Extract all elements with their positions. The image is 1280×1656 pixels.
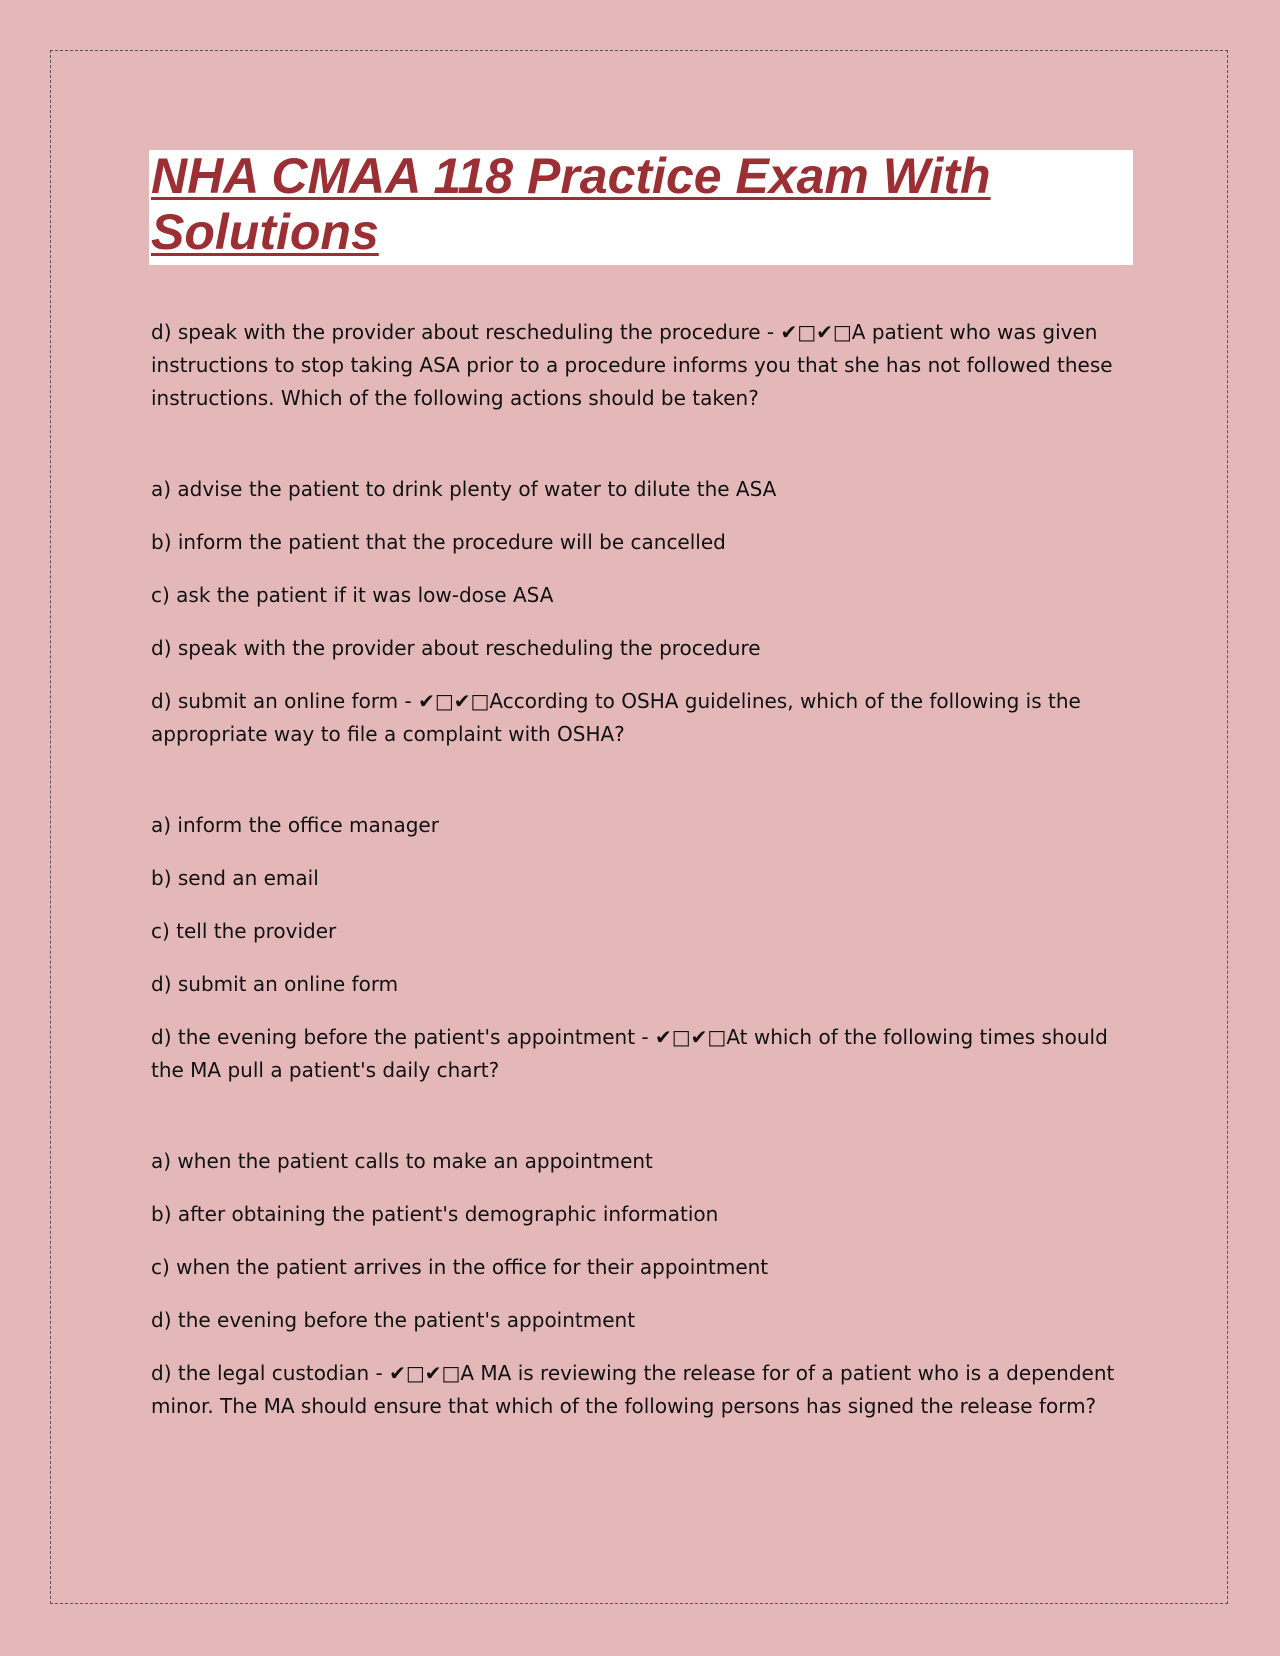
spacer (151, 435, 1141, 473)
question-paragraph (151, 1021, 1141, 1087)
question-text: A patient who was given instructions to stop taking ASA prior to a procedure informs you that she has not followed these instructions. Which of the following actions should be taken? (151, 320, 1113, 410)
option-item: c) when the patient arrives in the office for their appointment (151, 1255, 769, 1279)
answer-text: d) the evening before the patient's appointment - (151, 1025, 649, 1049)
question-paragraph (151, 316, 1141, 415)
answer-text: d) the legal custodian - (151, 1361, 383, 1385)
question-text: At which of the following times should the MA pull a patient's daily chart? (151, 1025, 1108, 1082)
question-text: A MA is reviewing the release for of a patient who is a dependent minor. The MA should ensure that which of the following persons has signed the release form? (151, 1361, 1115, 1418)
option-item: b) inform the patient that the procedure will be cancelled (151, 530, 726, 554)
spacer (151, 771, 1141, 809)
answer-text: d) submit an online form - (151, 689, 412, 713)
option-item: a) when the patient calls to make an appointment (151, 1149, 653, 1173)
checkmark-icon: ✔□✔□ (389, 1361, 461, 1385)
question-text: According to OSHA guidelines, which of the following is the appropriate way to file a complaint with OSHA? (151, 689, 1081, 746)
checkmark-icon: ✔□✔□ (418, 689, 490, 713)
option-item: d) the evening before the patient's appointment (151, 1308, 636, 1332)
option-item: d) speak with the provider about rescheduling the procedure (151, 636, 761, 660)
option-item: b) send an email (151, 866, 319, 890)
spacer (151, 1107, 1141, 1145)
question-paragraph (151, 1357, 1141, 1423)
answer-text: d) speak with the provider about rescheduling the procedure - (151, 320, 775, 344)
document-body (151, 316, 1141, 1443)
option-item: a) advise the patient to drink plenty of water to dilute the ASA (151, 477, 777, 501)
option-item: c) tell the provider (151, 919, 337, 943)
question-paragraph (151, 685, 1141, 751)
option-item: a) inform the office manager (151, 813, 439, 837)
option-item: d) submit an online form (151, 972, 399, 996)
checkmark-icon: ✔□✔□ (655, 1025, 727, 1049)
option-item: b) after obtaining the patient's demographic information (151, 1202, 719, 1226)
document-title: NHA CMAA 118 Practice Exam With Solutions (151, 148, 991, 260)
option-item: c) ask the patient if it was low-dose ASA (151, 583, 554, 607)
checkmark-icon: ✔□✔□ (780, 320, 852, 344)
